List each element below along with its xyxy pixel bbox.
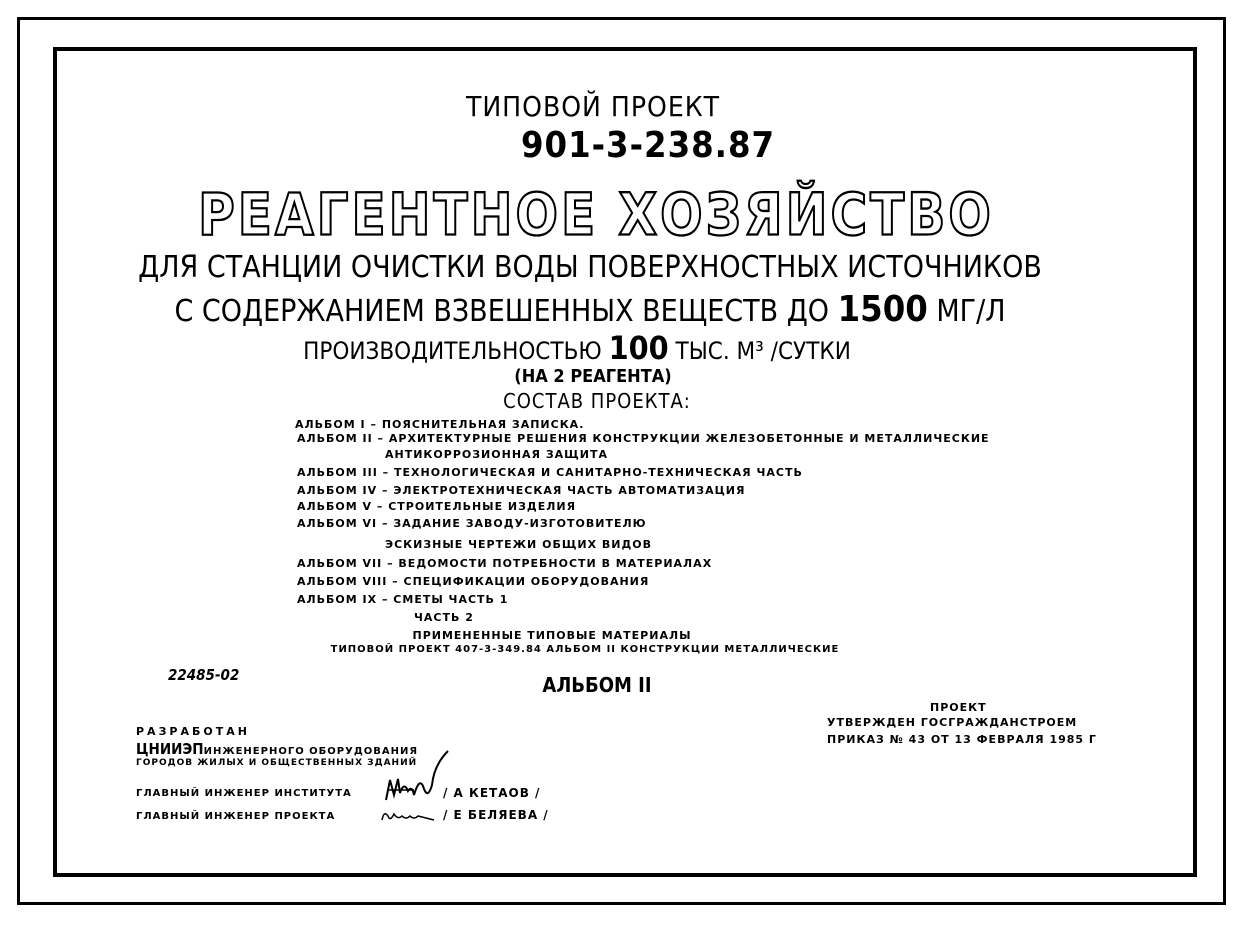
developer-org-line-2: ГОРОДОВ ЖИЛЫХ И ОБЩЕСТВЕННЫХ ЗДАНИЙ — [136, 758, 418, 768]
album-row: АЛЬБОМ IX – СМЕТЫ ЧАСТЬ 1 — [297, 593, 509, 606]
album-row: АЛЬБОМ IV – ЭЛЕКТРОТЕХНИЧЕСКАЯ ЧАСТЬ АВТОМАТИЗАЦИЯ — [297, 484, 746, 497]
title-line-3-text: ПРОИЗВОДИТЕЛЬНОСТЬЮ — [303, 337, 602, 365]
album-row: АЛЬБОМ VIII – СПЕЦИФИКАЦИИ ОБОРУДОВАНИЯ — [297, 575, 650, 588]
album-row: АЛЬБОМ II – АРХИТЕКТУРНЫЕ РЕШЕНИЯ КОНСТРУКЦИИ ЖЕЛЕЗОБЕТОННЫЕ И МЕТАЛЛИЧЕСКИЕ — [297, 432, 990, 445]
title-line-2-number: 1500 — [837, 289, 928, 330]
title-line-3-unit: ТЫС. М³ /СУТКИ — [675, 337, 851, 365]
developer-org — [136, 741, 418, 757]
developer-org-short: ЦНИИЭП — [136, 740, 204, 758]
signature-name: / Е БЕЛЯЕВА / — [443, 808, 549, 822]
developer-org-rest: ИНЖЕНЕРНОГО ОБОРУДОВАНИЯ — [203, 746, 419, 757]
developer-label: РАЗРАБОТАН — [136, 725, 250, 738]
album-row: АЛЬБОМ III – ТЕХНОЛОГИЧЕСКАЯ И САНИТАРНО-ТЕХНИЧЕСКАЯ ЧАСТЬ — [297, 466, 803, 479]
inventory-number: 22485-02 — [168, 666, 240, 684]
type-project-label: ТИПОВОЙ ПРОЕКТ — [465, 90, 721, 123]
main-title: РЕАГЕНТНОЕ ХОЗЯЙСТВО — [198, 181, 994, 249]
signature-2-scribble — [378, 806, 436, 826]
album-row: АЛЬБОМ I – ПОЯСНИТЕЛЬНАЯ ЗАПИСКА. — [295, 418, 585, 431]
album-row: АНТИКОРРОЗИОННАЯ ЗАЩИТА — [385, 448, 608, 461]
title-line-1: ДЛЯ СТАНЦИИ ОЧИСТКИ ВОДЫ ПОВЕРХНОСТНЫХ ИСТОЧНИКОВ — [138, 250, 1042, 285]
album-row: АЛЬБОМ V – СТРОИТЕЛЬНЫЕ ИЗДЕЛИЯ — [297, 500, 577, 513]
album-row: АЛЬБОМ VII – ВЕДОМОСТИ ПОТРЕБНОСТИ В МАТЕРИАЛАХ — [297, 557, 713, 570]
album-row: ЧАСТЬ 2 — [414, 611, 474, 624]
signature-name: / А КЕТАОВ / — [443, 786, 541, 800]
title-line-2-text: С СОДЕРЖАНИЕМ ВЗВЕШЕННЫХ ВЕЩЕСТВ ДО — [174, 294, 830, 329]
album-label: АЛЬБОМ II — [542, 673, 652, 697]
signature-role: ГЛАВНЫЙ ИНЖЕНЕР ПРОЕКТА — [136, 811, 336, 822]
applied-materials-text: ТИПОВОЙ ПРОЕКТ 407-3-349.84 АЛЬБОМ II КОНСТРУКЦИИ МЕТАЛЛИЧЕСКИЕ — [330, 644, 840, 655]
approval-line-2: УТВЕРЖДЕН ГОСГРАЖДАНСТРОЕМ — [827, 716, 1078, 729]
title-line-2 — [174, 289, 1006, 330]
signature-role: ГЛАВНЫЙ ИНЖЕНЕР ИНСТИТУТА — [136, 788, 352, 799]
approval-line-1: ПРОЕКТ — [930, 701, 987, 714]
title-line-3-number: 100 — [608, 329, 669, 367]
album-row: АЛЬБОМ VI – ЗАДАНИЕ ЗАВОДУ-ИЗГОТОВИТЕЛЮ — [297, 517, 647, 530]
applied-materials-heading: ПРИМЕНЕННЫЕ ТИПОВЫЕ МАТЕРИАЛЫ — [412, 629, 692, 642]
title-line-2-unit: МГ/Л — [936, 294, 1006, 329]
composition-heading: СОСТАВ ПРОЕКТА: — [503, 389, 691, 413]
title-line-4: (НА 2 РЕАГЕНТА) — [514, 366, 672, 387]
project-number: 901-3-238.87 — [520, 125, 776, 166]
title-line-3 — [303, 329, 851, 367]
approval-line-3: ПРИКАЗ № 43 ОТ 13 ФЕВРАЛЯ 1985 Г — [827, 733, 1097, 746]
album-row: ЭСКИЗНЫЕ ЧЕРТЕЖИ ОБЩИХ ВИДОВ — [385, 538, 653, 551]
signature-1-scribble — [380, 745, 460, 805]
